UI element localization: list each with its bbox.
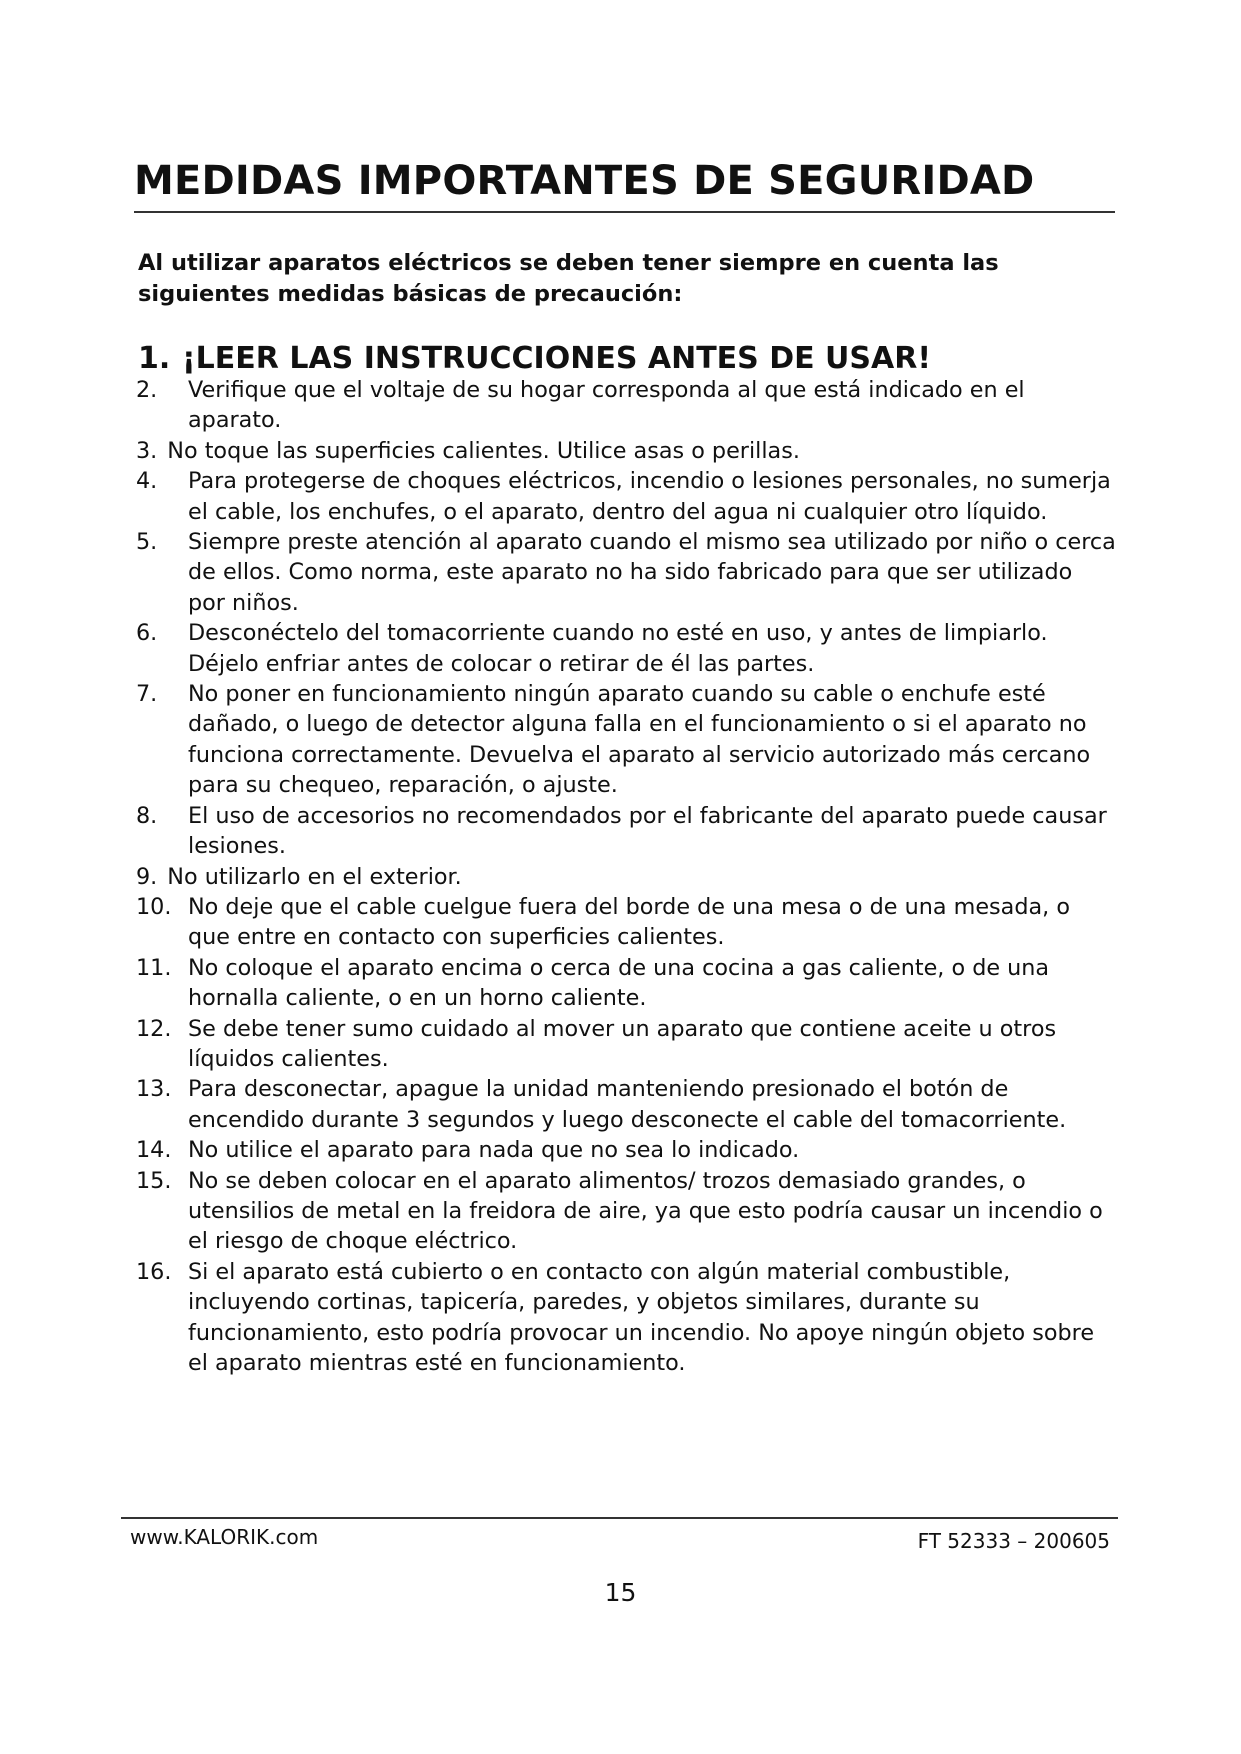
safety-item [136,1014,1116,1075]
item-number: 3. [136,437,158,464]
item-text: Para desconectar, apague la unidad manteniendo presionado el botón de encendido durante 3 segundos y luego desconecte el cable del tomacorriente. [188,1076,1067,1133]
item-text: No toque las superficies calientes. Utilice asas o perillas. [167,437,800,464]
item-number: 4. [136,468,158,495]
item-text: Si el aparato está cubierto o en contacto con algún material combustible, incluyendo cortinas, tapicería, paredes, y objetos similares, durante su funcionamiento, esto podría provocar un incendio. No apoye ningún objeto sobre el aparato mientras esté en funcionamiento. [188,1258,1095,1376]
item-number: 16. [136,1258,172,1285]
item-number: 12. [136,1015,172,1042]
item-number: 1. [138,341,171,376]
item-text: Se debe tener sumo cuidado al mover un aparato que contiene aceite u otros líquidos calientes. [188,1015,1057,1072]
item-text: Desconéctelo del tomacorriente cuando no esté en uso, y antes de limpiarlo. Déjelo enfriar antes de colocar o retirar de él las partes. [188,620,1048,677]
safety-item [136,527,1116,618]
title-divider [134,211,1115,213]
safety-item [136,801,1116,862]
item-number: 2. [136,377,158,403]
page-number: 15 [604,1578,637,1607]
item-text: Para protegerse de choques eléctricos, incendio o lesiones personales, no sumerja el cable, los enchufes, o el aparato, dentro del agua ni cualquier otro líquido. [188,468,1111,525]
item-text: El uso de accesorios no recomendados por el fabricante del aparato puede causar lesiones. [188,802,1107,860]
item-text: No utilizarlo en el exterior. [167,863,462,890]
safety-item [136,1135,1116,1165]
item-number: 11. [136,954,172,981]
safety-item [136,375,1116,436]
item-number: 15. [136,1167,172,1194]
item-number: 14. [136,1137,172,1164]
item-number: 9. [136,863,158,890]
item-text: Siempre preste atención al aparato cuando el mismo sea utilizado por niño o cerca de ellos. Como norma, este aparato no ha sido fabricado para que ser utilizado por niños. [188,529,1116,616]
safety-item [136,1257,1116,1379]
safety-item-1 [138,340,1098,378]
safety-item [136,466,1116,527]
safety-item [136,892,1116,953]
item-text: No coloque el aparato encima o cerca de una cocina a gas caliente, o de una hornalla caliente, o en un horno caliente. [188,954,1050,1012]
item-number: 13. [136,1076,172,1103]
intro-paragraph: Al utilizar aparatos eléctricos se deben tener siempre en cuenta las siguientes medidas básicas de precaución: [138,250,999,307]
item-number: 8. [136,802,158,829]
item-number: 5. [136,529,158,556]
footer-model-code: FT 52333 – 200605 [917,1529,1110,1553]
item-number: 7. [136,681,158,708]
item-text: No utilice el aparato para nada que no sea lo indicado. [188,1137,800,1164]
item-text: No poner en funcionamiento ningún aparato cuando su cable o enchufe esté dañado, o luego de detector alguna falla en el funcionamiento o si el aparato no funciona correctamente. Devuelva el aparato al servicio autorizado más cercano para su chequeo, reparación, o ajuste. [188,681,1091,799]
page-title: MEDIDAS IMPORTANTES DE SEGURIDAD [134,158,1035,204]
safety-item [136,436,1116,466]
item-text: ¡LEER LAS INSTRUCCIONES ANTES DE USAR! [182,341,932,376]
safety-item [136,1074,1116,1135]
footer-divider [121,1517,1118,1519]
item-number: 10. [136,893,172,920]
item-text: No se deben colocar en el aparato alimentos/ trozos demasiado grandes, o utensilios de metal en la freidora de aire, ya que esto podría causar un incendio o el riesgo de choque eléctrico. [188,1167,1103,1255]
safety-item [136,618,1116,679]
item-text: No deje que el cable cuelgue fuera del borde de una mesa o de una mesada, o que entre en contacto con superficies calientes. [188,893,1070,951]
safety-item [136,953,1116,1014]
safety-list [136,375,1116,1378]
safety-item [136,862,1116,892]
safety-item [136,1166,1116,1257]
safety-item [136,679,1116,801]
item-number: 6. [136,620,158,647]
footer-website: www.KALORIK.com [130,1525,319,1549]
item-text: Verifique que el voltaje de su hogar corresponda al que está indicado en el aparato. [188,377,1025,434]
